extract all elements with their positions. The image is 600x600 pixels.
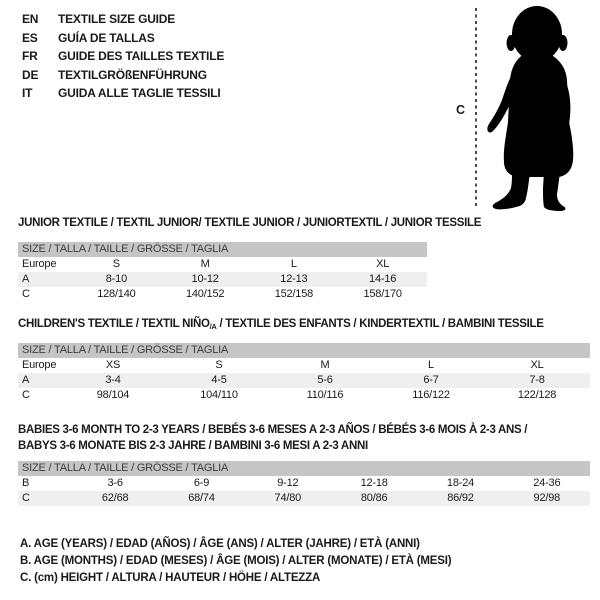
value-cell: 6-7 [378,373,484,388]
table-row-c [18,287,427,302]
row-label: A [18,272,72,287]
value-cell: 62/68 [72,491,158,506]
value-cell: 74/80 [245,491,331,506]
table-row-c [18,491,590,506]
value-cell: 122/128 [517,389,557,401]
lang-code: DE [22,67,39,82]
title-text: / TEXTILE DES ENFANTS / KINDERTEXTIL / BAMBINI TESSILE [216,318,544,330]
size-cell: S [215,359,223,371]
lang-code: FR [22,49,38,64]
value-cell: 14-16 [338,272,427,287]
value-cell: 140/152 [185,288,225,300]
value-cell: 5-6 [272,373,378,388]
lang-code: IT [22,86,33,101]
children-table-title [18,318,544,331]
value-cell: 128/140 [97,288,136,300]
value-cell: 12-18 [360,477,388,489]
babies-table-title [18,422,527,454]
value-cell: 110/116 [306,389,344,401]
value-cell: 24-36 [533,477,561,489]
row-label: Europe [22,359,57,371]
table-row-b [18,476,590,491]
language-guide-list [22,10,224,103]
table-row-c [18,388,590,403]
lang-title: GUIDA ALLE TAGLIE TESSILI [58,86,221,101]
size-cell: L [428,359,434,371]
size-header-cell: SIZE / TALLA / TAILLE / GRÖSSE / TAGLIA [18,461,590,476]
junior-table-title: JUNIOR TEXTILE / TEXTIL JUNIOR/ TEXTILE JUNIOR / JUNIORTEXTIL / JUNIOR TESSILE [18,217,482,229]
children-size-table [18,343,590,403]
size-cell: M [200,258,210,270]
lang-title: GUÍA DE TALLAS [58,30,155,45]
lang-row-it [22,84,224,103]
lang-title: GUIDE DES TAILLES TEXTILE [58,49,225,64]
table-row-a [18,272,427,287]
row-label: B [22,477,30,489]
size-cell: XS [105,359,121,371]
lang-row-fr [22,47,224,66]
value-cell: 4-5 [166,373,272,388]
lang-row-de [22,66,224,85]
table-row-europe [18,257,427,272]
value-cell: 86/92 [417,491,503,506]
measure-legend [20,536,451,587]
size-header-row [18,343,590,358]
size-header-row [18,461,590,476]
value-cell: 7-8 [484,373,590,388]
value-cell: 68/74 [158,491,244,506]
title-subscript: /A [209,322,217,331]
value-cell: 3-6 [107,477,123,489]
size-header-cell: SIZE / TALLA / TAILLE / GRÖSSE / TAGLIA [18,242,427,257]
lang-title: TEXTILE SIZE GUIDE [58,12,176,26]
value-cell: 104/110 [200,389,238,401]
value-cell: 8-10 [72,272,161,287]
size-header-cell: SIZE / TALLA / TAILLE / GRÖSSE / TAGLIA [18,343,590,358]
value-cell: 116/122 [412,389,450,401]
size-cell: S [112,258,120,270]
value-cell: 158/170 [363,288,402,300]
value-cell: 92/98 [504,491,590,506]
height-measure-label: C [456,103,465,117]
lang-row-en [22,10,224,29]
lang-row-es [22,29,224,48]
lang-title: TEXTILGRÖßENFÜHRUNG [58,67,207,82]
table-row-europe [18,358,590,373]
value-cell: 12-13 [250,272,339,287]
row-label: C [22,389,30,401]
row-label: C [22,288,30,300]
size-header-row [18,242,427,257]
value-cell: 152/158 [274,288,314,300]
lang-code: ES [22,30,38,45]
title-line-1: BABIES 3-6 MONTH TO 2-3 YEARS / BEBÉS 3-6 MESES A 2-3 AÑOS / BÉBÉS 3-6 MOIS À 2-3 ANS / [18,424,528,436]
value-cell: 3-4 [60,373,166,388]
value-cell: 18-24 [446,477,475,489]
baby-silhouette-icon [486,4,592,212]
table-row-a [18,373,590,388]
legend-line-c: C. (cm) HEIGHT / ALTURA / HAUTEUR / HÖHE / ALTEZZA [20,571,321,584]
junior-size-table [18,242,427,302]
row-label: A [18,373,60,388]
row-label: C [18,491,72,506]
legend-line-a: A. AGE (YEARS) / EDAD (AÑOS) / ÂGE (ANS) / ALTER (JAHRE) / ETÀ (ANNI) [20,538,420,550]
size-cell: L [290,258,297,270]
row-label: Europe [22,258,57,270]
value-cell: 10-12 [161,272,250,287]
value-cell: 80/86 [331,491,417,506]
title-line-2: BABYS 3-6 MONATE BIS 2-3 JAHRE / BAMBINI 3-6 MESI A 2-3 ANNI [18,440,368,452]
lang-code: EN [22,12,39,26]
size-cell: XL [376,258,390,270]
value-cell: 98/104 [96,389,130,401]
value-cell: 6-9 [193,477,210,489]
title-text: CHILDREN'S TEXTILE / TEXTIL NIÑO [18,318,210,330]
value-cell: 9-12 [277,477,299,489]
size-cell: M [320,359,330,371]
size-cell: XL [530,359,544,371]
legend-line-b: B. AGE (MONTHS) / EDAD (MESES) / ÂGE (MOIS) / ALTER (MONATE) / ETÀ (MESI) [20,554,452,567]
height-measure-dashed-line [475,8,477,208]
babies-size-table [18,461,590,506]
